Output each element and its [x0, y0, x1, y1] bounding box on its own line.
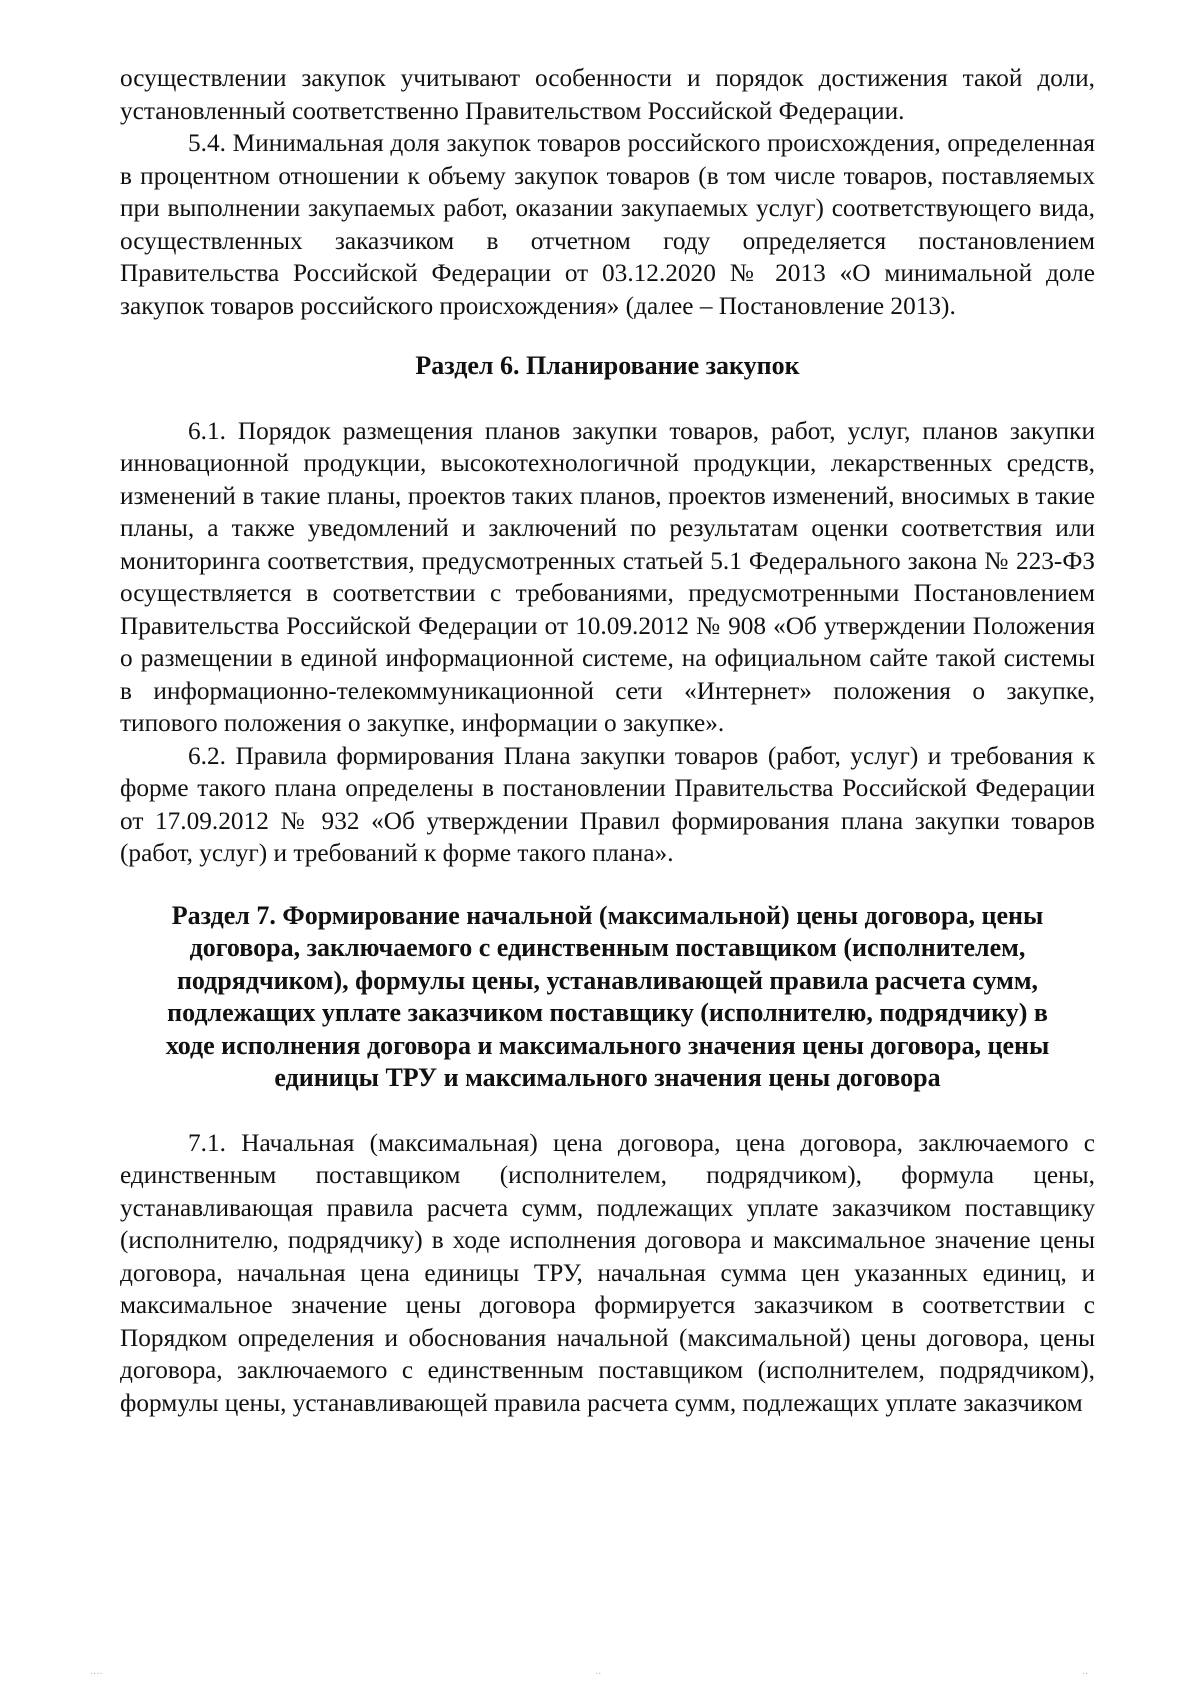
scan-mark-right: .. [1082, 1666, 1089, 1677]
paragraph-6-2: 6.2. Правила формирования Плана закупки товаров (работ, услуг) и требования к форме такого плана определены в постановлении Правительства Российской Федерации от 17.09.2012 № 932 «Об утверждении Правил формирования плана закупки товаров (работ, услуг) и требований к форме такого плана». [120, 741, 1095, 867]
scan-mark-left: .... [90, 1666, 103, 1677]
section-6-heading: Раздел 6. Планирование закупок [415, 351, 800, 380]
section-7-heading: Раздел 7. Формирование начальной (максимальной) цены договора, цены договора, заключаемого с единственным поставщиком (исполнителем, подрядчиком), формулы цены, устанавливающей правила расчета сумм, подлежащих уплате заказчиком поставщику (исполнителю, подрядчику) в ходе исполнения договора и максимального значения цены договора, цены единицы ТРУ и максимального значения цены договора [165, 900, 1050, 1092]
paragraph-5-4: 5.4. Минимальная доля закупок товаров российского происхождения, определенная в процентном отношении к объему закупок товаров (в том числе товаров, поставляемых при выполнении закупаемых работ, оказании закупаемых услуг) соответствующего вида, осуществленных заказчиком в отчетном году определяется постановлением Правительства Российской Федерации от 03.12.2020 № 2013 «О минимальной доле закупок товаров российского происхождения» (далее – Постановление 2013). [120, 129, 1095, 320]
scan-mark-center: .. [595, 1666, 602, 1677]
document-body [120, 62, 1095, 1419]
paragraph-7-1: 7.1. Начальная (максимальная) цена договора, цена договора, заключаемого с единственным поставщиком (исполнителем, подрядчиком), формула цены, устанавливающая правила расчета сумм, подлежащих уплате заказчиком поставщику (исполнителю, подрядчику) в ходе исполнения договора и максимальное значение цены договора, начальная цена единицы ТРУ, начальная сумма цен указанных единиц, и максимальное значение цены договора формируется заказчиком в соответствии с Порядком определения и обоснования начальной (максимальной) цены договора, цены договора, заключаемого с единственным поставщиком (исполнителем, подрядчиком), формулы цены, устанавливающей правила расчета сумм, подлежащих уплате заказчиком [120, 1128, 1095, 1417]
paragraph-6-1: 6.1. Порядок размещения планов закупки товаров, работ, услуг, планов закупки инновационной продукции, высокотехнологичной продукции, лекарственных средств, изменений в такие планы, проектов таких планов, проектов изменений, вносимых в такие планы, а также уведомлений и заключений по результатам оценки соответствия или мониторинга соответствия, предусмотренных статьей 5.1 Федерального закона № 223-ФЗ осуществляется в соответствии с требованиями, предусмотренными Постановлением Правительства Российской Федерации от 10.09.2012 № 908 «Об утверждении Положения о размещении в единой информационной системе, на официальном сайте такой системы в информационно-телекоммуникационной сети «Интернет» положения о закупке, типового положения о закупке, информации о закупке». [120, 416, 1095, 737]
paragraph-continuation: осуществлении закупок учитывают особенности и порядок достижения такой доли, установленный соответственно Правительством Российской Федерации. [120, 64, 1095, 125]
